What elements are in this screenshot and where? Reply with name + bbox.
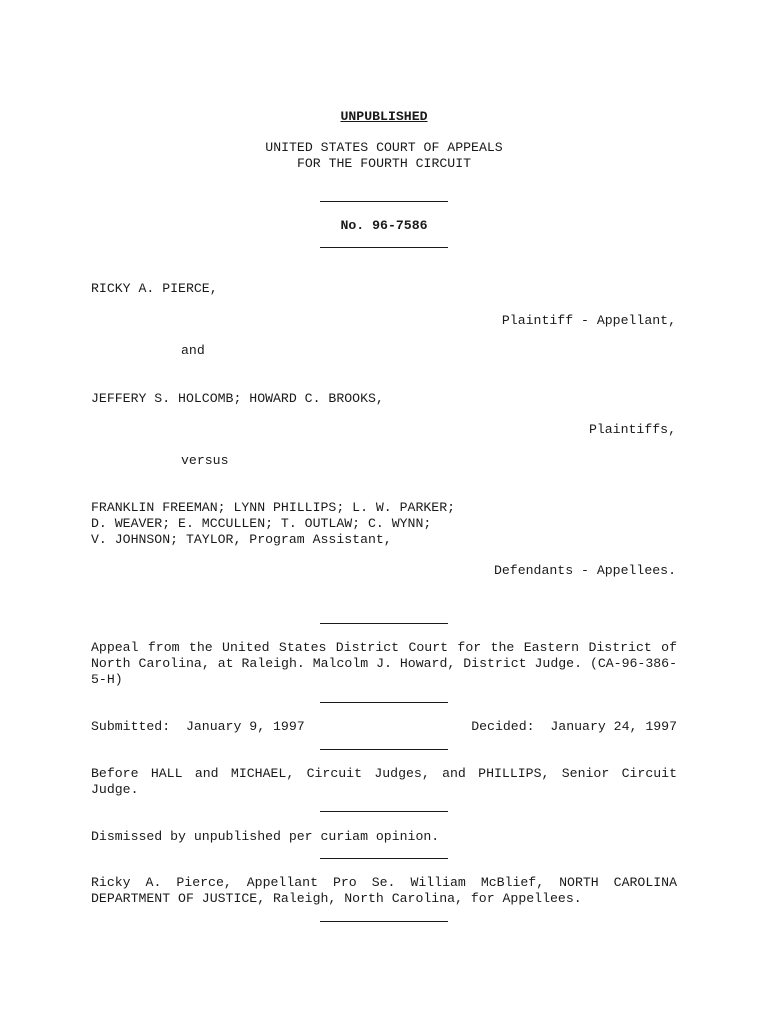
disposition: Dismissed by unpublished per curiam opinion. [91,829,440,844]
divider [320,811,448,812]
counsel-paragraph: Ricky A. Pierce, Appellant Pro Se. William McBlief, NORTH CAROLINA DEPARTMENT OF JUSTICE, Raleigh, North Carolina, for Appellees. [91,875,677,906]
divider [320,921,448,922]
defendants-line1: FRANKLIN FREEMAN; LYNN PHILLIPS; L. W. PARKER; [91,500,456,515]
unpublished-heading: UNPUBLISHED [340,109,428,124]
plaintiffs-names: JEFFERY S. HOLCOMB; HOWARD C. BROOKS, [91,391,384,406]
dates-row [91,719,677,735]
court-name-line1: UNITED STATES COURT OF APPEALS [265,140,503,155]
plaintiffs-role: Plaintiffs, [588,422,676,437]
appellant-name: RICKY A. PIERCE, [91,281,218,296]
appellant-role: Plaintiff - Appellant, [501,313,676,328]
court-name-line2: FOR THE FOURTH CIRCUIT [296,156,472,171]
defendants-line3: V. JOHNSON; TAYLOR, Program Assistant, [91,532,392,547]
panel-paragraph: Before HALL and MICHAEL, Circuit Judges, and PHILLIPS, Senior Circuit Judge. [91,766,677,797]
appeal-paragraph: Appeal from the United States District Court for the Eastern District of North Carolina, at Raleigh. Malcolm J. Howard, District Judge. (CA-96-386-5-H) [91,640,677,687]
decided-date: Decided: January 24, 1997 [471,719,677,734]
divider [320,201,448,202]
divider [320,702,448,703]
submitted-date: Submitted: January 9, 1997 [91,719,305,734]
defendants-line2: D. WEAVER; E. MCCULLEN; T. OUTLAW; C. WYNN; [91,516,432,531]
versus-connector: versus [181,453,229,468]
and-connector: and [181,343,205,358]
divider [320,247,448,248]
docket-number: No. 96-7586 [340,218,428,233]
defendants-role: Defendants - Appellees. [493,563,676,578]
divider [320,749,448,750]
divider [320,623,448,624]
divider [320,858,448,859]
